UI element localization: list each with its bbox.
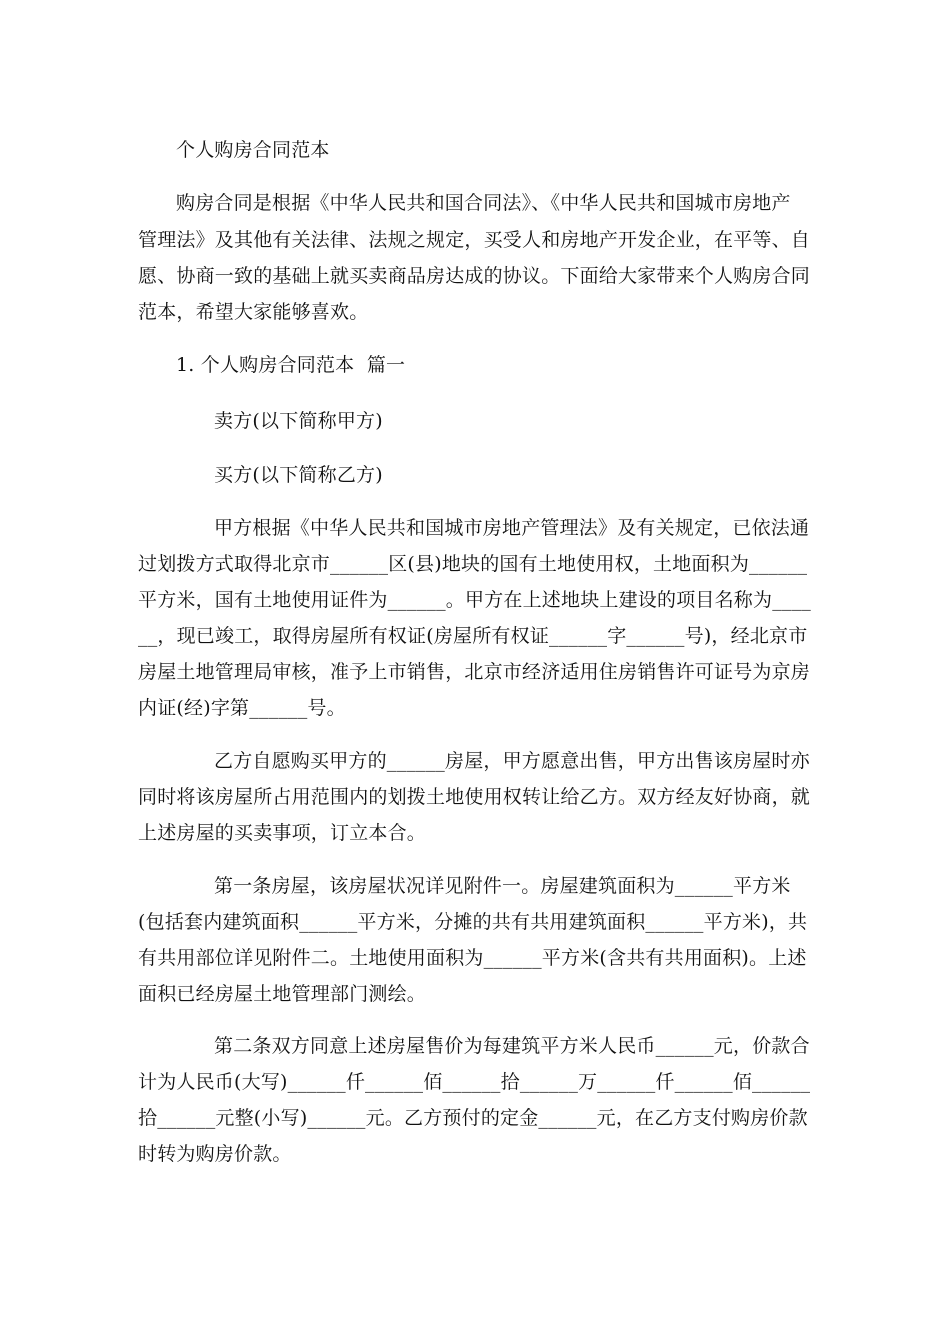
paragraph-line: __，现已竣工，取得房屋所有权证(房屋所有权证______字______号)，经北京市: [138, 625, 808, 647]
section-heading: 1. 个人购房合同范本 篇一: [176, 354, 406, 376]
paragraph-line: 乙方自愿购买甲方的______房屋，甲方愿意出售，甲方出售该房屋时亦: [214, 750, 810, 772]
paragraph-line: 第一条房屋，该房屋状况详见附件一。房屋建筑面积为______平方米: [214, 875, 791, 897]
paragraph-line: 拾______元整(小写)______元。乙方预付的定金______元，在乙方支付购房价款: [138, 1107, 808, 1129]
intro-line: 购房合同是根据《中华人民共和国合同法》、《中华人民共和国城市房地产: [176, 192, 791, 214]
paragraph-line: 甲方根据《中华人民共和国城市房地产管理法》及有关规定，已依法通: [214, 517, 810, 539]
paragraph-line: 面积已经房屋土地管理部门测绘。: [138, 983, 427, 1005]
paragraph-line: 时转为购房价款。: [138, 1143, 292, 1165]
paragraph-line: 同时将该房屋所占用范围内的划拨土地使用权转让给乙方。双方经友好协商，就: [138, 786, 811, 808]
intro-line: 范本，希望大家能够喜欢。: [138, 301, 369, 323]
paragraph-line: 有共用部位详见附件二。土地使用面积为______平方米(含共有共用面积)。上述: [138, 947, 807, 969]
document-title: 个人购房合同范本: [176, 139, 330, 161]
intro-line: 管理法》及其他有关法律、法规之规定，买受人和房地产开发企业，在平等、自: [138, 229, 811, 251]
paragraph-line: 第二条双方同意上述房屋售价为每建筑平方米人民币______元，价款合: [214, 1035, 810, 1057]
seller-label: 卖方(以下简称甲方): [214, 410, 383, 432]
intro-line: 愿、协商一致的基础上就买卖商品房达成的协议。下面给大家带来个人购房合同: [138, 265, 811, 287]
paragraph-line: (包括套内建筑面积______平方米，分摊的共有共用建筑面积______平方米)，共: [138, 911, 808, 933]
paragraph-line: 过划拨方式取得北京市______区(县)地块的国有土地使用权，土地面积为______: [138, 553, 808, 575]
paragraph-line: 计为人民币(大写)______仟______佰______拾______万______仟______佰______: [138, 1071, 811, 1093]
paragraph-line: 内证(经)字第______号。: [138, 697, 346, 719]
paragraph-line: 平方米，国有土地使用证件为______。甲方在上述地块上建设的项目名称为____: [138, 589, 812, 611]
paragraph-line: 上述房屋的买卖事项，订立本合。: [138, 822, 427, 844]
paragraph-line: 房屋土地管理局审核，准予上市销售，北京市经济适用住房销售许可证号为京房: [138, 661, 811, 683]
buyer-label: 买方(以下简称乙方): [214, 464, 383, 486]
